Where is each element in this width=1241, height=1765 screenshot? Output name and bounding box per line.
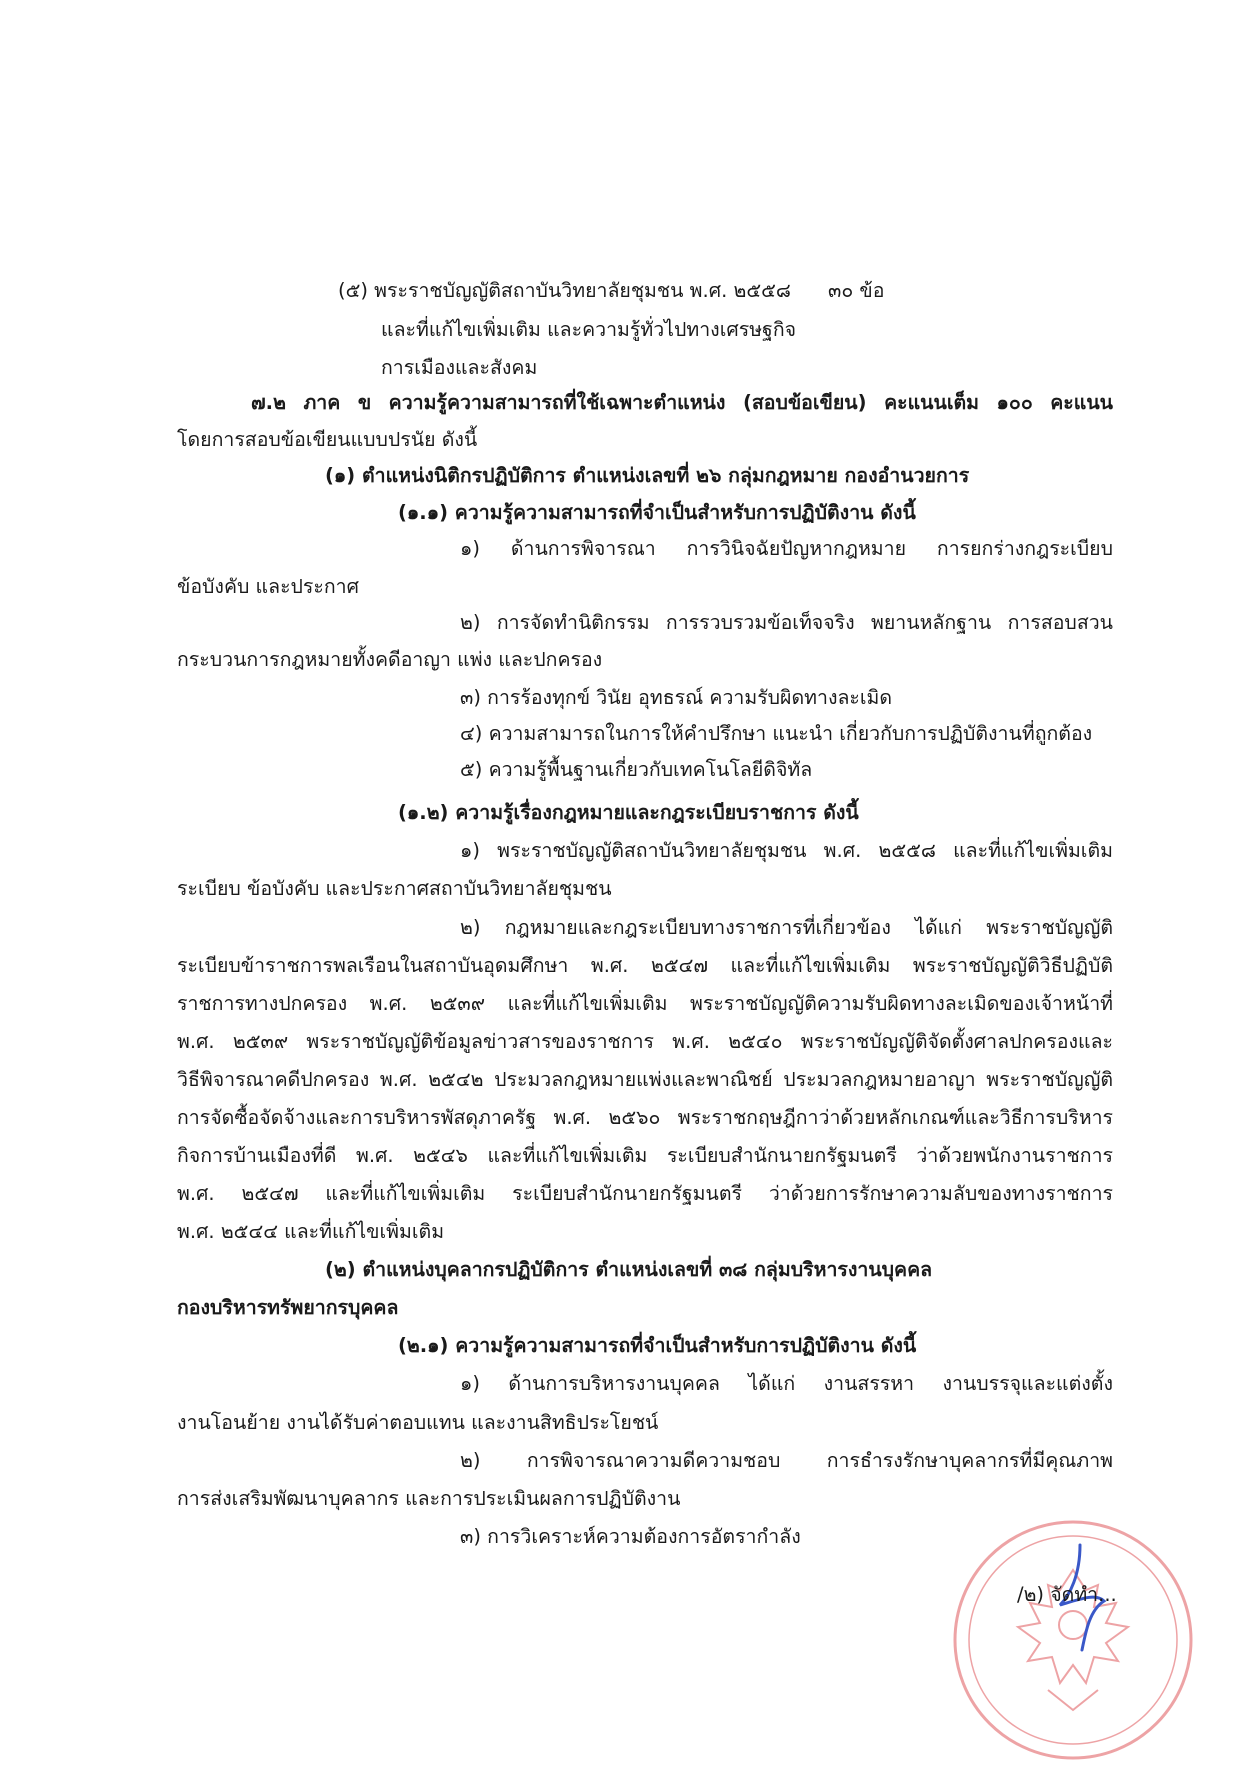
heading-1-2: (๑.๒) ความรู้เรื่องกฎหมายและกฎระเบียบราชการ ดังนี้ xyxy=(398,801,859,824)
continuation-note: /๒) จัดทำ... xyxy=(1017,1583,1117,1606)
item-5-line1: (๕) พระราชบัญญัติสถาบันวิทยาลัยชุมชน พ.ศ. ๒๕๕๘ xyxy=(338,279,791,302)
position-2-title-line1: (๒) ตำแหน่งบุคลากรปฏิบัติการ ตำแหน่งเลขที่ ๓๘ กลุ่มบริหารงานบุคคล xyxy=(325,1258,933,1281)
item-2-1-1a: ๑) ด้านการบริหารงานบุคคล ได้แก่ งานสรรหา งานบรรจุและแต่งตั้ง xyxy=(460,1372,1113,1395)
section-7-2-heading: ๗.๒ ภาค ข ความรู้ความสามารถที่ใช้เฉพาะตำแหน่ง (สอบข้อเขียน) คะแนนเต็ม ๑๐๐ คะแนน xyxy=(251,391,1113,414)
item-1-2-2f: การจัดซื้อจัดจ้างและการบริหารพัสดุภาครัฐ พ.ศ. ๒๕๖๐ พระราชกฤษฎีกาว่าด้วยหลักเกณฑ์และวิธีการบริหาร xyxy=(177,1106,1113,1129)
item-1-2-2a: ๒) กฎหมายและกฎระเบียบทางราชการที่เกี่ยวข้อง ได้แก่ พระราชบัญญัติ xyxy=(460,916,1113,939)
item-1-2-2d: พ.ศ. ๒๕๓๙ พระราชบัญญัติข้อมูลข่าวสารของราชการ พ.ศ. ๒๕๔๐ พระราชบัญญัติจัดตั้งศาลปกครองและ xyxy=(177,1030,1113,1053)
item-1-1-3: ๓) การร้องทุกข์ วินัย อุทธรณ์ ความรับผิดทางละเมิด xyxy=(460,686,893,709)
item-1-1-2b: กระบวนการกฎหมายทั้งคดีอาญา แพ่ง และปกครอง xyxy=(177,648,603,671)
item-2-1-3: ๓) การวิเคราะห์ความต้องการอัตรากำลัง xyxy=(460,1525,801,1548)
section-7-2-line2: โดยการสอบข้อเขียนแบบปรนัย ดังนี้ xyxy=(177,428,478,451)
position-1-title: (๑) ตำแหน่งนิติกรปฏิบัติการ ตำแหน่งเลขที่ ๒๖ กลุ่มกฎหมาย กองอำนวยการ xyxy=(325,464,970,487)
item-5-line2: และที่แก้ไขเพิ่มเติม และความรู้ทั่วไปทางเศรษฐกิจ xyxy=(381,318,797,341)
item-1-2-2b: ระเบียบข้าราชการพลเรือนในสถาบันอุดมศึกษา พ.ศ. ๒๕๔๗ และที่แก้ไขเพิ่มเติม พระราชบัญญัติวิธีปฏิบัติ xyxy=(177,954,1113,977)
item-1-1-5: ๕) ความรู้พื้นฐานเกี่ยวกับเทคโนโลยีดิจิทัล xyxy=(460,758,813,781)
item-1-2-1b: ระเบียบ ข้อบังคับ และประกาศสถาบันวิทยาลัยชุมชน xyxy=(177,877,612,900)
item-1-1-1a: ๑) ด้านการพิจารณา การวินิจฉัยปัญหากฎหมาย การยกร่างกฎระเบียบ xyxy=(460,537,1113,560)
item-1-2-2h: พ.ศ. ๒๕๔๗ และที่แก้ไขเพิ่มเติม ระเบียบสำนักนายกรัฐมนตรี ว่าด้วยการรักษาความลับของทางราชการ xyxy=(177,1182,1113,1205)
item-1-1-4: ๔) ความสามารถในการให้คำปรึกษา แนะนำ เกี่ยวกับการปฏิบัติงานที่ถูกต้อง xyxy=(460,722,1093,745)
item-1-2-2g: กิจการบ้านเมืองที่ดี พ.ศ. ๒๕๔๖ และที่แก้ไขเพิ่มเติม ระเบียบสำนักนายกรัฐมนตรี ว่าด้วยพนักงานราชการ xyxy=(177,1144,1113,1167)
item-1-2-2c: ราชการทางปกครอง พ.ศ. ๒๕๓๙ และที่แก้ไขเพิ่มเติม พระราชบัญญัติความรับผิดทางละเมิดของเจ้าหน้าที่ xyxy=(177,992,1113,1015)
position-2-title-line2: กองบริหารทรัพยากรบุคคล xyxy=(177,1296,399,1319)
item-1-2-2i: พ.ศ. ๒๕๔๔ และที่แก้ไขเพิ่มเติม xyxy=(177,1220,445,1243)
item-2-1-2b: การส่งเสริมพัฒนาบุคลากร และการประเมินผลการปฏิบัติงาน xyxy=(177,1487,681,1510)
heading-1-1: (๑.๑) ความรู้ความสามารถที่จำเป็นสำหรับการปฏิบัติงาน ดังนี้ xyxy=(398,501,916,524)
heading-2-1: (๒.๑) ความรู้ความสามารถที่จำเป็นสำหรับการปฏิบัติงาน ดังนี้ xyxy=(398,1334,917,1357)
item-1-2-2e: วิธีพิจารณาคดีปกครอง พ.ศ. ๒๕๔๒ ประมวลกฎหมายแพ่งและพาณิชย์ ประมวลกฎหมายอาญา พระราชบัญญัติ xyxy=(177,1068,1113,1091)
item-5-count: ๓๐ ข้อ xyxy=(828,279,885,302)
item-1-2-1a: ๑) พระราชบัญญัติสถาบันวิทยาลัยชุมชน พ.ศ. ๒๕๕๘ และที่แก้ไขเพิ่มเติม xyxy=(460,839,1113,862)
item-1-1-2a: ๒) การจัดทำนิติกรรม การรวบรวมข้อเท็จจริง พยานหลักฐาน การสอบสวน xyxy=(460,611,1113,634)
item-2-1-1b: งานโอนย้าย งานได้รับค่าตอบแทน และงานสิทธิประโยชน์ xyxy=(177,1411,659,1434)
item-5-line3: การเมืองและสังคม xyxy=(381,356,538,379)
item-1-1-1b: ข้อบังคับ และประกาศ xyxy=(177,575,360,598)
item-2-1-2a: ๒) การพิจารณาความดีความชอบ การธำรงรักษาบุคลากรที่มีคุณภาพ xyxy=(460,1449,1113,1472)
